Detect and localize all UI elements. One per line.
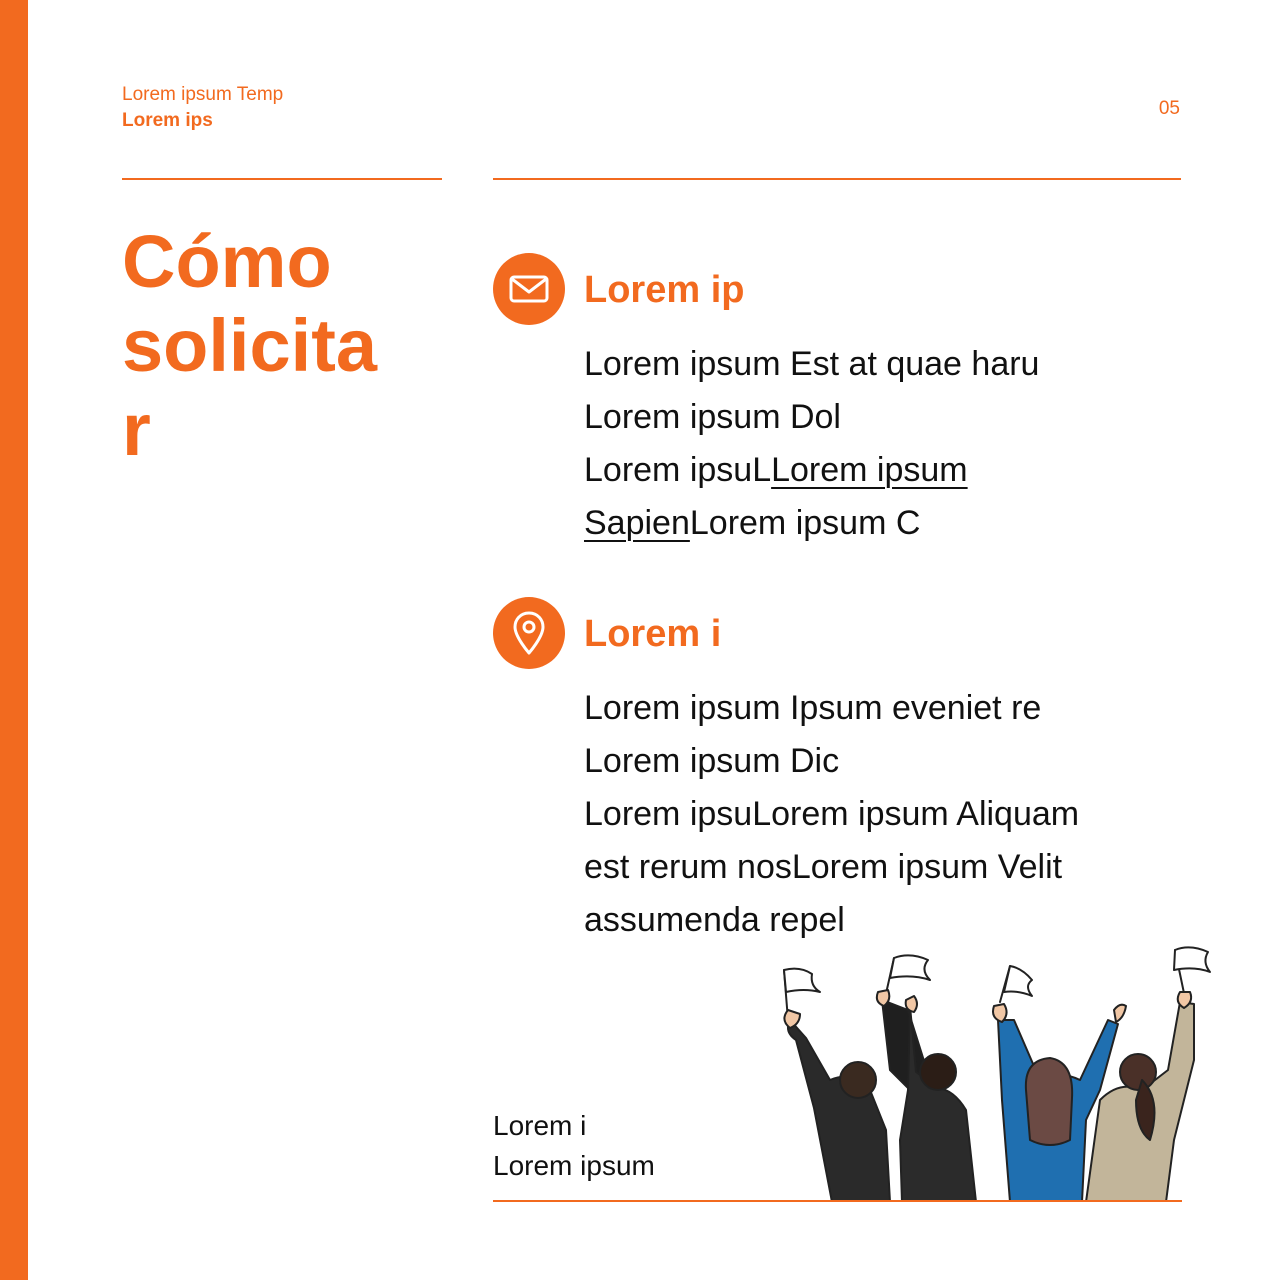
section-heading-location: Lorem i xyxy=(584,613,722,655)
crowd-waving-flags-illustration xyxy=(770,940,1215,1202)
header-line-2: Lorem ips xyxy=(122,110,213,131)
divider-left xyxy=(122,178,442,180)
section-body-location xyxy=(584,682,1184,947)
location-pin-icon xyxy=(493,597,565,669)
contact-line-3 xyxy=(584,444,1184,497)
location-line-2: Lorem ipsum Dic xyxy=(584,742,840,780)
contact-link-1[interactable]: Lorem ipsum xyxy=(771,451,968,489)
footer-text xyxy=(493,1106,655,1186)
contact-line-4 xyxy=(584,497,1184,550)
contact-line-4-text: Lorem ipsum C xyxy=(689,504,921,542)
header-label xyxy=(122,82,283,134)
footer-line-2: Lorem ipsum xyxy=(493,1150,655,1181)
divider-right xyxy=(493,178,1181,180)
mail-icon xyxy=(493,253,565,325)
contact-line-2: Lorem ipsum Dol xyxy=(584,398,841,436)
footer-line-1: Lorem i xyxy=(493,1110,587,1141)
page-title: Cómo solicitar xyxy=(122,220,377,471)
section-heading-contact: Lorem ip xyxy=(584,269,745,311)
divider-bottom xyxy=(493,1200,1182,1202)
header-line-1: Lorem ipsum Temp xyxy=(122,84,284,105)
side-accent-bar xyxy=(0,0,28,1280)
page-number: 05 xyxy=(1158,98,1180,119)
location-line-4: est rerum nosLorem ipsum Velit xyxy=(584,848,1063,886)
contact-link-2[interactable]: Sapien xyxy=(584,504,690,542)
section-body-contact xyxy=(584,338,1184,550)
location-line-1: Lorem ipsum Ipsum eveniet re xyxy=(584,689,1042,727)
contact-line-3-text: Lorem ipsuL xyxy=(584,451,772,489)
location-line-5: assumenda repel xyxy=(584,901,845,939)
contact-line-1: Lorem ipsum Est at quae haru xyxy=(584,345,1040,383)
location-line-3: Lorem ipsuLorem ipsum Aliquam xyxy=(584,795,1080,833)
